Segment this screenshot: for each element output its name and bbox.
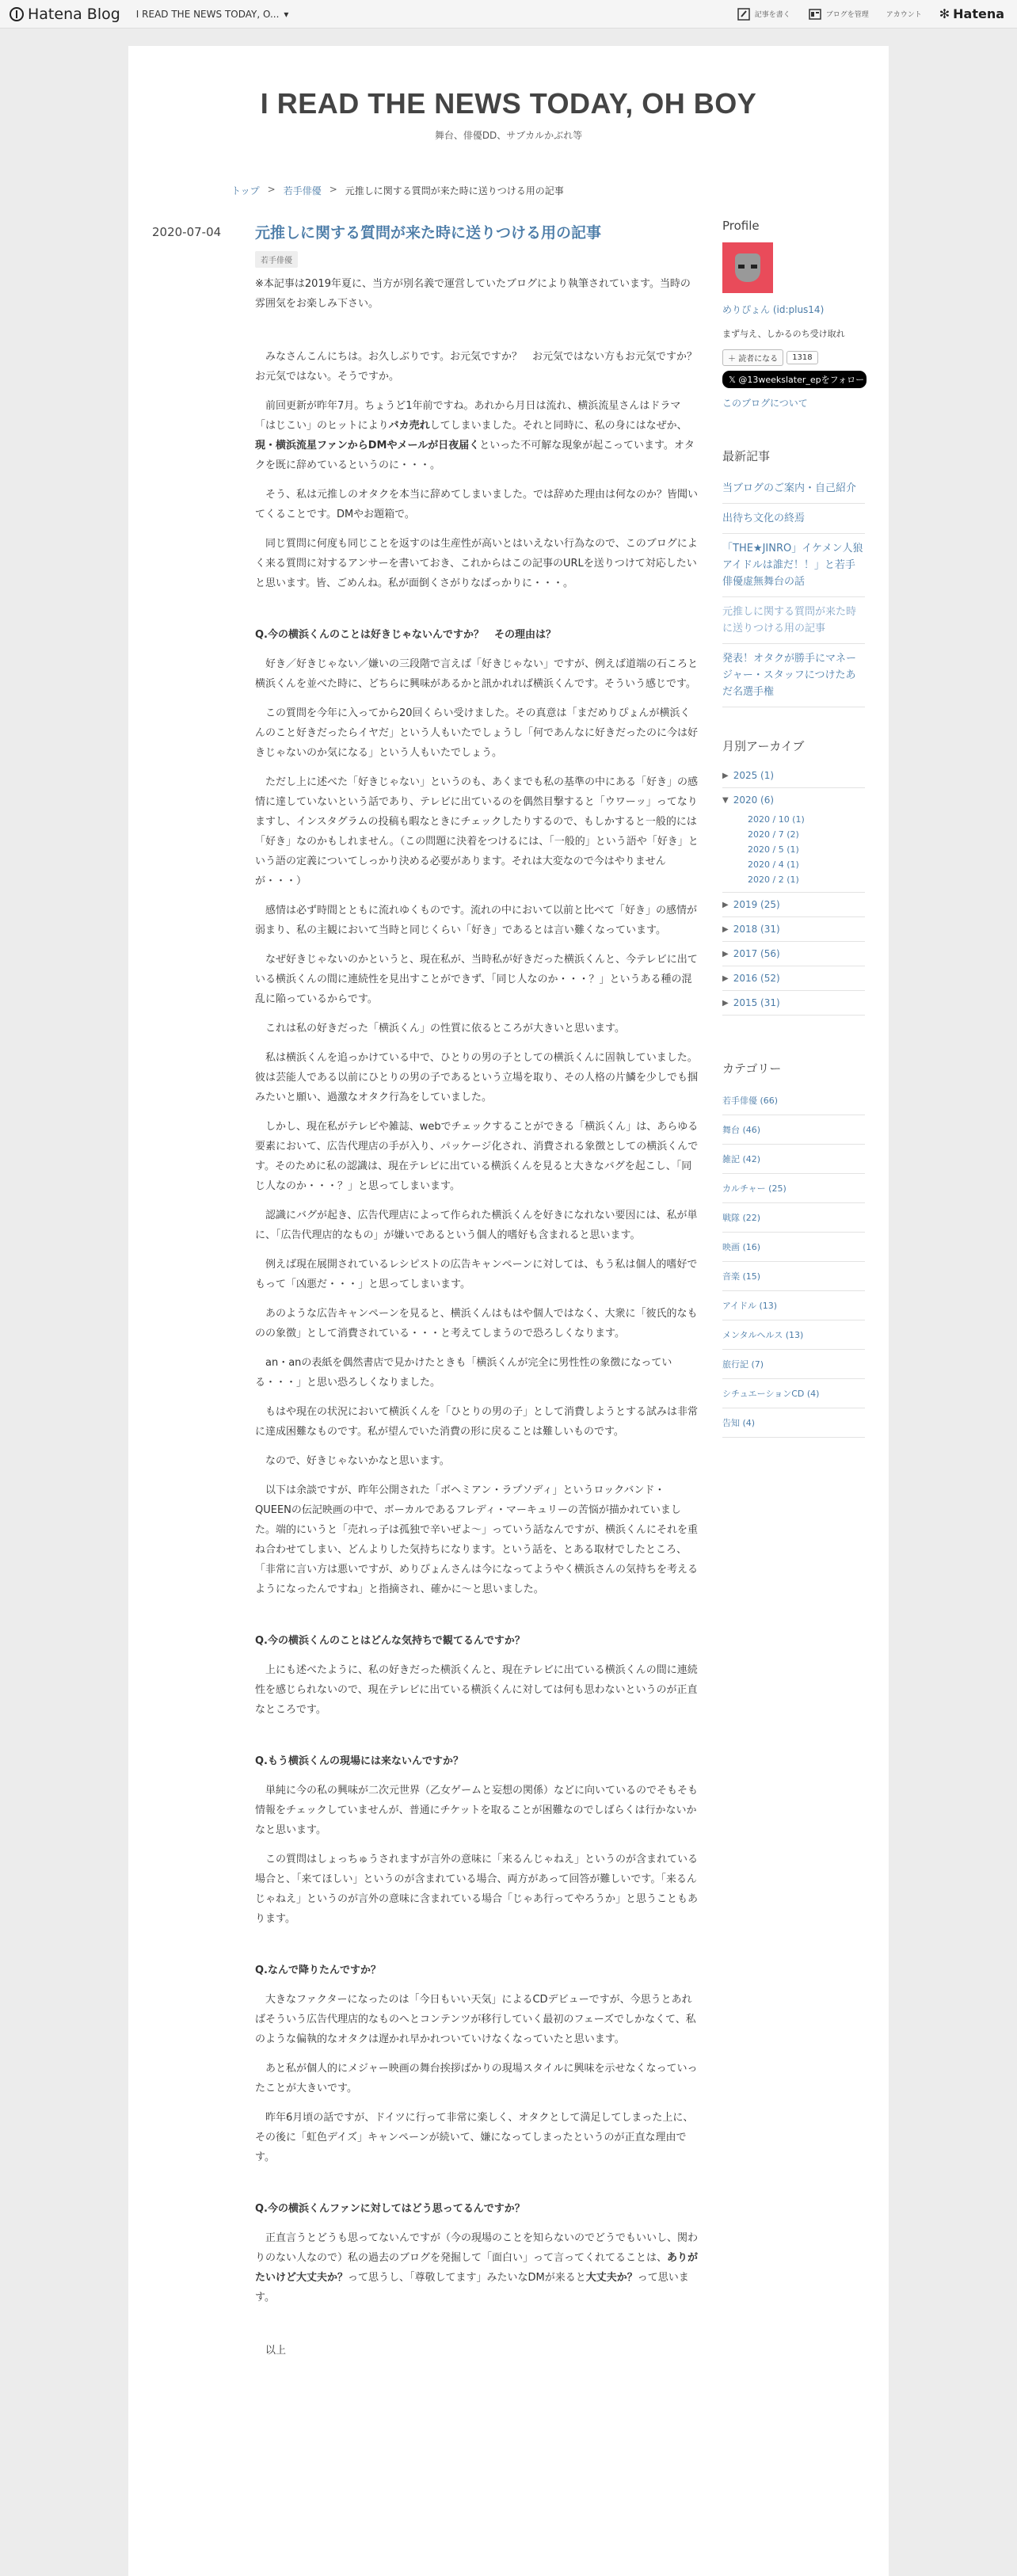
- entry-outro: 以上: [265, 2344, 287, 2357]
- account-label: アカウント: [886, 11, 922, 19]
- paragraph: 昨年6月頃の話ですが、ドイツに行って非常に楽しく、オタクとして満足してしまった上に、その後に「虹色デイズ」キャンペーンが続いて、嫌になってしまったというのが正直な理由です。: [255, 2111, 694, 2163]
- about-blog-link[interactable]: このブログについて: [722, 398, 808, 409]
- pencil-icon: [737, 7, 751, 21]
- expand-arrow-icon: ▶: [722, 924, 729, 934]
- breadcrumb-category[interactable]: 若手俳優: [283, 185, 322, 196]
- hatena-topbar: [0, 0, 1017, 29]
- collapse-arrow-icon: ▼: [722, 795, 729, 805]
- category-link[interactable]: 戦隊 (22): [722, 1203, 865, 1233]
- paragraph: みなさんこんにちは。お久しぶりです。お元気ですか？ お元気ではない方もお元気ですか？ お元気ではない。そうですか。: [255, 350, 707, 383]
- write-entry-button[interactable]: [737, 7, 790, 21]
- paragraph: 正直言うとどうも思ってないんですが（今の現場のことを知らないのでどうでもいいし、関わりのない人なので）私の過去のブログを発掘して「面白い」って言ってくれてることは、ありがたいけど大丈夫か？って思うし、「尊敬してます」みたいなDMが来ると大丈夫か？って思います。: [255, 2231, 699, 2304]
- recent-entry-link[interactable]: 発表！オタクが勝手にマネージャー・スタッフにつけたあだ名選手権: [722, 644, 865, 707]
- expand-arrow-icon: ▶: [722, 900, 729, 909]
- archive-month-list: [722, 812, 865, 893]
- hatena-blog-logo[interactable]: [10, 6, 120, 23]
- archive-year[interactable]: ▼ 2020 (6): [722, 795, 775, 806]
- recent-entry-link[interactable]: 出待ち文化の終焉: [722, 504, 865, 534]
- paragraph: 私は横浜くんを追っかけている中で、ひとりの男の子としての横浜くんに固執していました。彼は芸能人である以前にひとりの男の子であるという立場を取り、その人格の片鱗を少しでも掴みたいと願い、過激なオタク行為をしていました。: [255, 1051, 699, 1103]
- paragraph: 例えば現在展開されているレシピストの広告キャンペーンに対しては、もう私は個人的嗜好でもって「凶悪だ・・・」と思ってしまいます。: [255, 1258, 698, 1290]
- paragraph: この質問はしょっちゅうされますが言外の意味に「来るんじゃねえ」というのが含まれている場合と、「来てほしい」というのが含まれている場合、両方があって回答が難しいです。「来るんじゃねえ」というのが言外の意味に含まれている場合「じゃあ行ってやろうか」と思うこともあります。: [255, 1853, 699, 1925]
- hatena-blog-brand: Hatena Blog: [28, 5, 120, 23]
- entry-date[interactable]: 2020-07-04: [152, 225, 222, 239]
- archive-year[interactable]: ▶ 2015 (31): [722, 991, 865, 1016]
- hatena-menu[interactable]: [939, 6, 1004, 21]
- category-link[interactable]: 音楽 (15): [722, 1262, 865, 1291]
- profile-id-link[interactable]: めりぴょん (id:plus14): [722, 304, 825, 315]
- breadcrumb-top[interactable]: トップ: [231, 185, 260, 196]
- archive-year[interactable]: ▶ 2017 (56): [722, 942, 865, 966]
- paragraph: 以下は余談ですが、昨年公開された「ボヘミアン・ラプソディ」というロックバンド・QUEENの伝記映画の中で、ボーカルであるフレディ・マーキュリーの苦悩が描かれていました。端的にいうと「売れっ子は孤独で辛いぜよ〜」っていう話なんですが、横浜くんにそれを重ね合わせてしまい、どんよりした気持ちになります。という話を、とある取材でしたところ、「非常に言い方は悪いですが、めりぴょんさんは今になってようやく横浜さんの気持ちを考えるようになったんですね」と指摘され、確かに〜と思いました。: [255, 1484, 699, 1595]
- category-link[interactable]: 映画 (16): [722, 1233, 865, 1262]
- write-entry-label: 記事を書く: [754, 11, 790, 19]
- manage-blog-button[interactable]: [808, 7, 869, 21]
- archive-month-link[interactable]: 2020 / 7 (2): [748, 829, 799, 840]
- account-menu[interactable]: [886, 9, 922, 19]
- category-link[interactable]: カルチャー (25): [722, 1174, 865, 1203]
- recent-entries: [722, 448, 865, 707]
- paragraph: an・anの表紙を偶然書店で見かけたときも「横浜くんが完全に男性性の象徴になっている・・・」と思い恐ろしくなりました。: [255, 1356, 672, 1389]
- paragraph: これは私の好きだった「横浜くん」の性質に依るところが大きいと思います。: [265, 1022, 625, 1035]
- hatena-label: Hatena: [953, 6, 1004, 21]
- category-link[interactable]: 旅行記 (7): [722, 1350, 865, 1379]
- entry-category-badge[interactable]: 若手俳優: [255, 251, 298, 268]
- profile-heading: Profile: [722, 219, 760, 233]
- entry-title[interactable]: 元推しに関する質問が来た時に送りつける用の記事: [255, 224, 602, 242]
- sidebar: [722, 219, 865, 1438]
- recent-entry-link[interactable]: 「THE★JINRO」イケメン人狼アイドルは誰だ！！」と若手俳優虚無舞台の話: [722, 534, 865, 597]
- archive-year[interactable]: ▶ 2025 (1): [722, 764, 865, 788]
- paragraph: 大きなファクターになったのは「今日もいい天気」によるCDデビューですが、今思うとあればそういう広告代理店的なものへとコンテンツが移行していく最初のフェーズでしかなくて、私のような偏執的なオタクは遅かれ早かれついていけなくなっていたと思います。: [255, 1993, 696, 2045]
- subscribe-button[interactable]: ＋ 読者になる: [722, 349, 783, 366]
- paragraph: あと私が個人的にメジャー映画の舞台挨拶ばかりの現場スタイルに興味を示せなくなっていったことが大きいです。: [255, 2062, 698, 2094]
- question-heading: Q.今の横浜くんファンに対してはどう思ってるんですか？: [255, 2202, 525, 2215]
- paragraph: なので、好きじゃないかなと思います。: [265, 1454, 450, 1467]
- paragraph: あのような広告キャンペーンを見ると、横浜くんはもはや個人ではなく、大衆に「彼氏的なものの象徴」として消費されている・・・と考えてしまうので恐ろしくなります。: [255, 1307, 698, 1339]
- blog-switcher[interactable]: [136, 9, 289, 20]
- profile-description: まず与え、しかるのち受け取れ: [722, 329, 845, 339]
- category-link[interactable]: 告知 (4): [722, 1408, 865, 1438]
- paragraph: ただし上に述べた「好きじゃない」というのも、あくまでも私の基準の中にある「好き」の感情に達していないという話であり、テレビに出ているのを偶然目撃すると「ウワーッ」ってなりますし、インスタグラムの投稿も暇なときにチェックしたりするので、もしかすると一般的には「好き」なのかもしれません。（この問題に決着をつけるには、「一般的」という語や「好き」という語の定義についてしっかり決める必要があります。それは大変なので今はやりませんが・・・）: [255, 775, 699, 887]
- paragraph: そう、私は元推しのオタクを本当に辞めてしまいました。では辞めた理由は何なのか？皆聞いてくることです。DMやお題箱で。: [255, 488, 699, 520]
- question-heading: Q.なんで降りたんですか？: [255, 1964, 381, 1976]
- category-link[interactable]: シチュエーションCD (4): [722, 1379, 865, 1408]
- question-heading: Q.もう横浜くんの現場には来ないんですか？: [255, 1755, 463, 1767]
- category-link[interactable]: 若手俳優 (66): [722, 1086, 865, 1115]
- expand-arrow-icon: ▶: [722, 949, 729, 958]
- paragraph: なぜ好きじゃないのかというと、現在私が、当時私が好きだった横浜くんと、今テレビに出ている横浜くんの間に連続性を見出すことができず、「同じ人なのか・・・？」というある種の混乱に陥っているからです。: [255, 953, 698, 1005]
- breadcrumb-current: 元推しに関する質問が来た時に送りつける用の記事: [345, 185, 564, 196]
- breadcrumb: [231, 184, 564, 197]
- paragraph: 前回更新が昨年7月。ちょうど1年前ですね。あれから月日は流れ、横浜流星さんはドラマ「はじこい」のヒットによりバカ売れしてしまいました。それと同時に、私の身にはなぜか、現・横浜流星ファンからDMやメールが日夜届くといった不可解な現象が起こっています。オタクを既に辞めているというのに・・・。: [255, 399, 695, 471]
- blog-title[interactable]: I READ THE NEWS TODAY, OH BOY: [260, 87, 757, 120]
- blog-description: 舞台、俳優DD、サブカルかぶれ等: [434, 130, 583, 141]
- question-heading: Q.今の横浜くんのことは好きじゃないんですか？ その理由は？: [255, 628, 556, 641]
- archive-month-link[interactable]: 2020 / 2 (1): [748, 875, 799, 885]
- hatena-star-icon: ✻: [939, 6, 950, 21]
- archive-month-link[interactable]: 2020 / 5 (1): [748, 844, 799, 855]
- expand-arrow-icon: ▶: [722, 974, 729, 983]
- blog-container: [128, 46, 889, 2576]
- archive-year[interactable]: ▶ 2018 (31): [722, 917, 865, 942]
- category-heading: カテゴリー: [722, 1061, 782, 1076]
- question-heading: Q.今の横浜くんのことはどんな気持ちで観てるんですか？: [255, 1634, 525, 1647]
- archive-month-link[interactable]: 2020 / 10 (1): [748, 814, 805, 825]
- archive-month-link[interactable]: 2020 / 4 (1): [748, 859, 799, 870]
- expand-arrow-icon: ▶: [722, 771, 729, 780]
- category-link[interactable]: メンタルヘルス (13): [722, 1320, 865, 1350]
- hatena-logo-icon: [10, 7, 24, 21]
- paragraph: 単純に今の私の興味が二次元世界（乙女ゲームと妄想の関係）などに向いているのでそもそも情報をチェックしていませんが、普通にチケットを取ることが困難なのでしばらくは行かないかなと思います。: [255, 1784, 699, 1836]
- paragraph: もはや現在の状況において横浜くんを「ひとりの男の子」として消費しようとする試みは非常に達成困難なものです。私が望んでいた消費の形に戻ることは難しいものです。: [255, 1405, 699, 1438]
- archive-year[interactable]: ▶ 2019 (25): [722, 893, 865, 917]
- category-list: [722, 1060, 865, 1438]
- manage-blog-label: ブログを管理: [825, 11, 869, 19]
- category-link[interactable]: アイドル (13): [722, 1291, 865, 1320]
- monthly-archive: [722, 737, 865, 1016]
- blog-switcher-label: I READ THE NEWS TODAY, O...: [135, 8, 280, 20]
- archive-heading: 月別アーカイブ: [722, 739, 805, 753]
- entry-intro: ※本記事は2019年夏に、当方が別名義で運営していたブログにより執筆されています。当時の雰囲気をお楽しみ下さい。: [255, 277, 691, 310]
- x-follow-button[interactable]: 𝕏 @13weekslater_epをフォロー: [722, 371, 867, 388]
- recent-entry-link[interactable]: 元推しに関する質問が来た時に送りつける用の記事: [722, 597, 865, 644]
- profile-avatar[interactable]: [722, 242, 773, 293]
- caret-down-icon: ▾: [284, 8, 289, 20]
- entry: [255, 222, 707, 2370]
- category-link[interactable]: 雑記 (42): [722, 1145, 865, 1174]
- recent-heading: 最新記事: [722, 449, 771, 463]
- paragraph: 好き／好きじゃない／嫌いの三段階で言えば「好きじゃない」ですが、例えば道端の石ころと横浜くんを並べた時に、どちらに興味があるかと訊かれれば横浜くんです。そういう感じです。: [255, 657, 699, 690]
- subscriber-count: 1318: [787, 351, 817, 364]
- paragraph: 同じ質問に何度も同じことを返すのは生産性が高いとはいえない行為なので、このブログによく来る質問に対するアンサーを書いておき、これからはこの記事のURLを送りつけて対応したいと思います。皆、ごめんね。私が面倒くさがりなばっかりに・・・。: [255, 537, 698, 589]
- paragraph: 上にも述べたように、私の好きだった横浜くんと、現在テレビに出ている横浜くんの間に連続性を感じられないので、現在テレビに出ている横浜くんに対しては何も思わないというのが正直なところです。: [255, 1663, 698, 1716]
- category-link[interactable]: 舞台 (46): [722, 1115, 865, 1145]
- breadcrumb-separator: >: [267, 184, 276, 195]
- breadcrumb-separator: >: [329, 184, 337, 195]
- paragraph: 認識にバグが起き、広告代理店によって作られた横浜くんを好きになれない要因には、私が単に、「広告代理店的なもの」が嫌いであるという個人的嗜好も含まれると思います。: [255, 1209, 698, 1241]
- dashboard-icon: [808, 7, 822, 21]
- recent-entry-link[interactable]: 当ブログのご案内・自己紹介: [722, 474, 865, 504]
- archive-year[interactable]: ▶ 2016 (52): [722, 966, 865, 991]
- paragraph: しかし、現在私がテレビや雑誌、webでチェックすることができる「横浜くん」は、あらゆる要素において、広告代理店の手が入り、パッケージ化され、消費される象徴としての横浜くんです。そのために私の認識は、現在テレビに出ている横浜くんを見ると大きなバグを起こし、「同じ人なのか・・・？」と思ってしまいます。: [255, 1120, 699, 1192]
- expand-arrow-icon: ▶: [722, 998, 729, 1008]
- entry-body: [255, 274, 707, 2361]
- paragraph: この質問を今年に入ってから20回くらい受けました。その真意は「まだめりぴょんが横浜くんのこと好きだったらイヤだ」という人もいたでしょうし「何であんなに好きだったのに今は好きじゃないのか気になる」という人もいたでしょう。: [255, 707, 699, 759]
- paragraph: 感情は必ず時間とともに流れゆくものです。流れの中において以前と比べて「好き」の感情が弱まり、私の主観において当時と同じくらい「好き」であるとは言い難くなっています。: [255, 904, 697, 936]
